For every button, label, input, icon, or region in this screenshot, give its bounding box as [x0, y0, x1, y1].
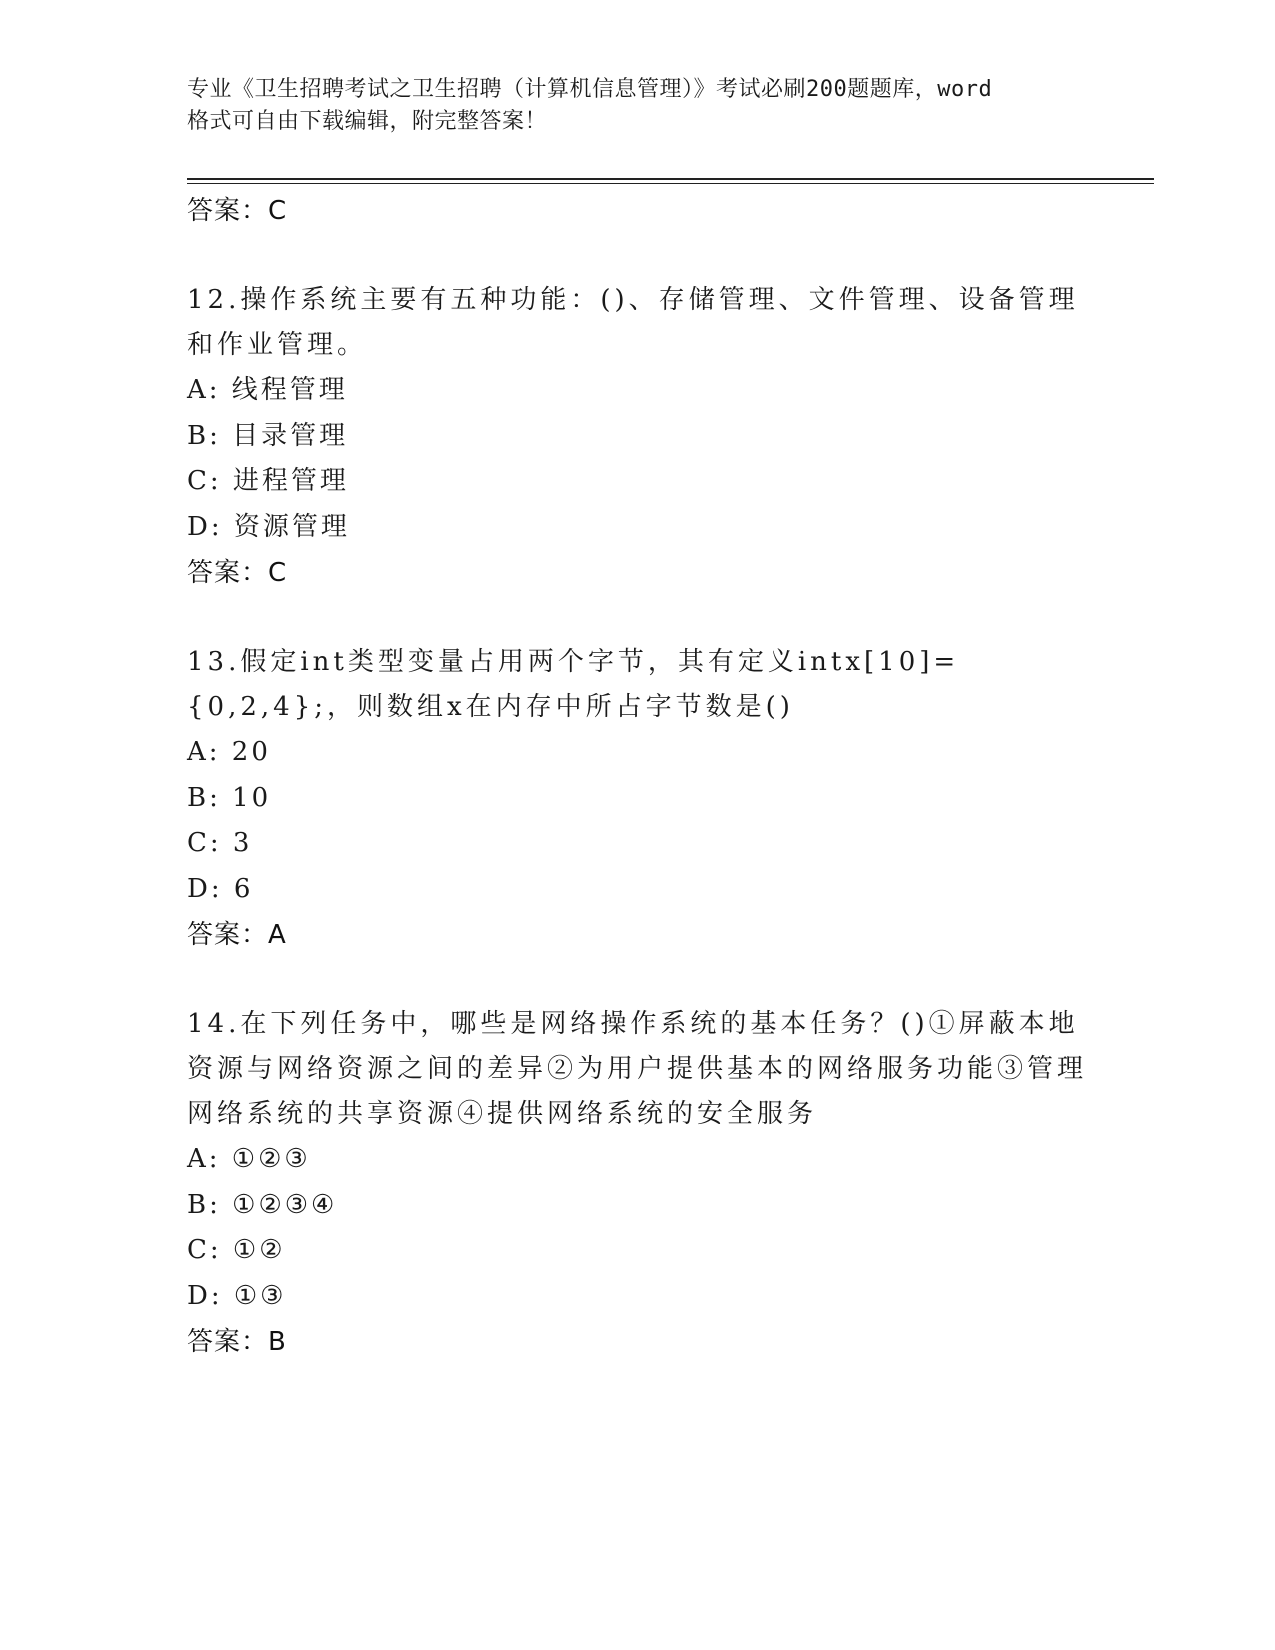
question-text: 12.操作系统主要有五种功能：()、存储管理、文件管理、设备管理和作业管理。 — [187, 285, 1079, 360]
option-c: C: 进程管理 — [187, 466, 349, 496]
option-a: A: 线程管理 — [187, 375, 348, 405]
option-c: C: 3 — [187, 828, 253, 858]
header-divider-thin — [187, 183, 1154, 184]
question-block-14 — [187, 1002, 1087, 1365]
answer-label: 答案：C — [187, 558, 288, 588]
previous-answer: 答案：C — [187, 196, 288, 226]
page-header — [187, 74, 1087, 138]
question-block-13 — [187, 640, 1087, 958]
answer-label: 答案：A — [187, 920, 287, 950]
option-d: D: ①③ — [187, 1280, 287, 1311]
question-text: 13.假定int类型变量占用两个字节，其有定义intx[10]={0,2,4};，则数组x在内存中所占字节数是() — [187, 647, 960, 722]
question-list — [187, 188, 1087, 1365]
option-b: B: ①②③④ — [187, 1189, 338, 1220]
option-a: A: ①②③ — [187, 1144, 311, 1174]
header-divider-thick — [187, 178, 1154, 180]
option-b: B: 10 — [187, 782, 272, 813]
answer-label: 答案：B — [187, 1327, 287, 1357]
question-text: 14.在下列任务中，哪些是网络操作系统的基本任务？()①屏蔽本地资源与网络资源之间的差异②为用户提供基本的网络服务功能③管理网络系统的共享资源④提供网络系统的安全服务 — [187, 1009, 1088, 1129]
option-d: D: 6 — [187, 873, 254, 904]
option-b: B: 目录管理 — [187, 420, 349, 451]
option-d: D: 资源管理 — [187, 511, 350, 542]
header-line-1: 专业《卫生招聘考试之卫生招聘（计算机信息管理）》考试必刷200题题库，word — [187, 77, 993, 102]
question-block-12 — [187, 278, 1087, 596]
option-a: A: 20 — [187, 737, 271, 767]
option-c: C: ①② — [187, 1235, 286, 1265]
header-line-2: 格式可自由下载编辑，附完整答案！ — [187, 109, 548, 134]
